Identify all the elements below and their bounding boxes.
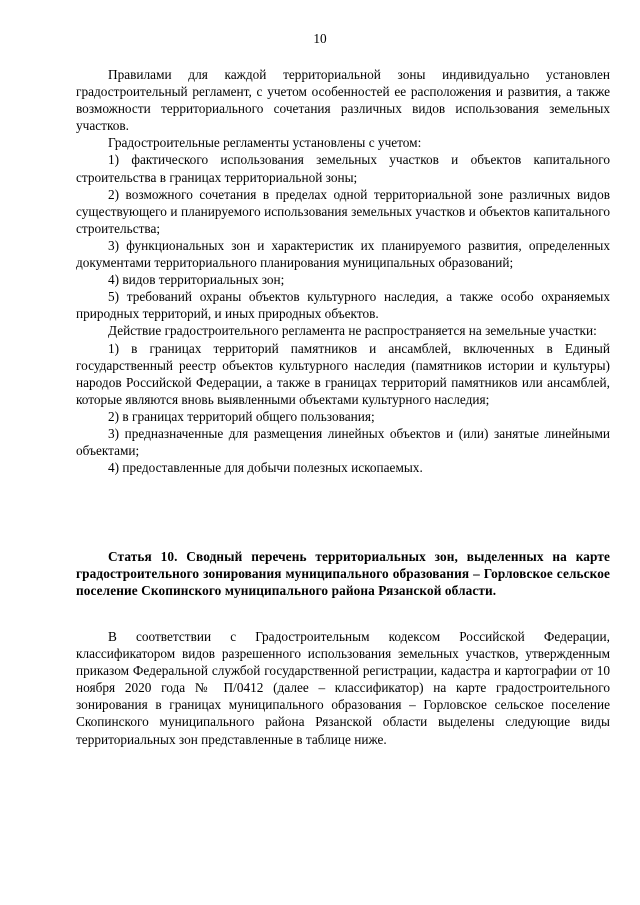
paragraph: Правилами для каждой территориальной зоны индивидуально установлен градостроительный регламент, с учетом особенностей ее расположения и развития, а также возможности территориального сочетания различных видов использования земельных участков.	[76, 67, 610, 134]
paragraph: Градостроительные регламенты установлены с учетом:	[108, 135, 422, 151]
list-item: 1) в границах территорий памятников и ансамблей, включенных в Единый государственный реестр объектов культурного наследия (памятников истории и культуры) народов Российской Федерации, а также в границах территорий памятников или ансамблей, которые являются вновь выявленными объектами культурного наследия;	[76, 340, 610, 407]
list-item: 5) требований охраны объектов культурного наследия, а также особо охраняемых природных территорий, и иных природных объектов.	[76, 289, 610, 322]
list-item: 4) предоставленные для добычи полезных ископаемых.	[108, 460, 423, 476]
article-heading: Статья 10. Сводный перечень территориальных зон, выделенных на карте градостроительного зонирования муниципального образования – Горловское сельское поселение Скопинского муниципального района Рязанской области.	[76, 549, 610, 599]
page-number: 10	[313, 31, 327, 46]
list-item: 4) видов территориальных зон;	[108, 272, 285, 288]
article-heading-block	[76, 548, 610, 599]
paragraph: В соответствии с Градостроительным кодексом Российской Федерации, классификатором видов разрешенного использования земельных участков, утвержденным приказом Федеральной службой государственной регистрации, кадастра и картографии от 10 ноября 2020 года № П/0412 (далее – классификатор) на карте градостроительного зонирования в границах муниципального образования – Горловское сельское поселение Скопинского муниципального района Рязанской области выделены следующие виды территориальных зон представленные в таблице ниже.	[76, 629, 610, 747]
regulations-text-block	[76, 66, 610, 476]
list-item: 1) фактического использования земельных участков и объектов капитального строительства в границах территориальной зоны;	[76, 152, 610, 185]
article-body-block	[76, 628, 610, 748]
list-item: 2) возможного сочетания в пределах одной территориальной зоне различных видов существующего и планируемого использования земельных участков и объектов капитального строительства;	[76, 186, 610, 236]
list-item: 3) предназначенные для размещения линейных объектов и (или) занятые линейными объектами;	[76, 425, 610, 459]
paragraph: Действие градостроительного регламента не распространяется на земельные участки:	[108, 323, 597, 339]
list-item: 2) в границах территорий общего пользования;	[108, 408, 375, 424]
list-item: 3) функциональных зон и характеристик их планируемого развития, определенных документами территориального планирования муниципальных образований;	[76, 237, 610, 271]
